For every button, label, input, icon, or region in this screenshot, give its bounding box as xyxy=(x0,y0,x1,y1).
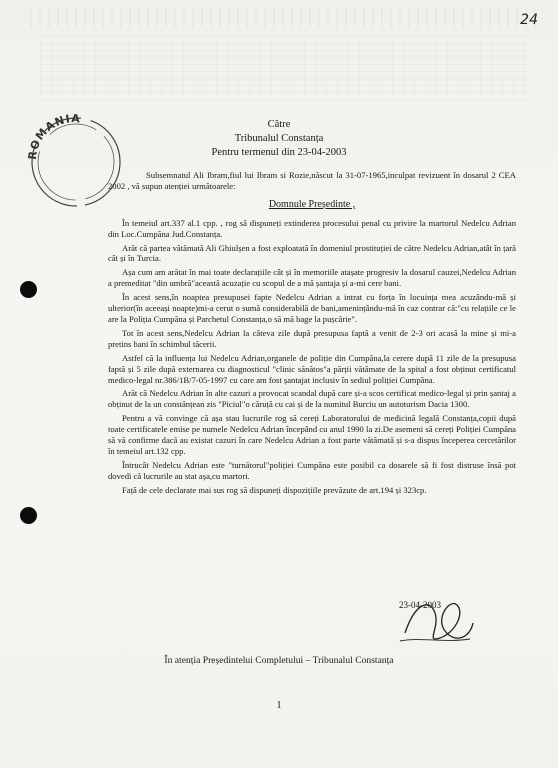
paragraph: Arăt că Nedelcu Adrian în alte cazuri a provocat scandal după care și-a scos certificat medico-legal și prin șantaj a obținut de la un constănțean zis "Piciul"o căruță cu cai și de la numitul Burciu un autoturism Dacia 1300. xyxy=(108,388,516,410)
header-line-term: Pentru termenul din 23-04-2003 xyxy=(211,147,347,158)
paragraph: În acest sens,în noaptea presupusei fapte Nedelcu Adrian a intrat cu forța în locuința mea acuzându-mă și ulterior(în aceeași noapte)mi-a cerut o sumă considerabilă de bani,amenințându-mă în caz contrar că:"cu relațiile ce le are la Poliția Cumpăna și Parchetul Constanța,o să mă bage la pușcărie". xyxy=(108,292,516,324)
letter-body xyxy=(108,170,516,499)
paragraph: În temeiul art.337 al.1 cpp. , rog să dispuneți extinderea procesului penal cu privire la martorul Nedelcu Adrian din Loc.Cumpăna Jud.Constanța. xyxy=(108,217,516,239)
scan-noise-top xyxy=(30,8,538,28)
punch-hole xyxy=(20,281,37,298)
paragraph: Arăt că partea vătămată Ali Ghiulșen a fost exploatată în domeniul prostituției de către Nedelcu Adrian,atât în țară cât și în Turcia. xyxy=(108,242,516,264)
paragraph: Astfel că la influența lui Nedelcu Adrian,organele de poliție din Cumpăna,la cerere după 11 zile de la presupusa faptă și 5 zile după externarea cu diagnosticul "clinic sănătos"a părții vătămate de la spital a fost obținut certificatul medico-legal nr.386/1B/7-05-1997 cu care am fost șantajat inclusiv în sediul poliției Cumpăna. xyxy=(108,352,516,385)
address-header xyxy=(0,118,558,160)
greeting xyxy=(108,200,516,211)
signature-icon xyxy=(395,593,475,648)
intro-paragraph: Subsemnatul Ali Ibram,fiul lui Ibram si Rozie,născut la 31-07-1965,inculpat revizuent în dosarul 2 CEA 2002 , vă supun atenției următoarele: xyxy=(108,170,516,191)
punch-hole xyxy=(20,507,37,524)
handwritten-page-number: 24 xyxy=(520,12,538,28)
greeting-text: Domnule Președinte , xyxy=(268,198,356,210)
stamp-text: ROMANIA xyxy=(25,111,82,161)
paragraph: Întrucât Nedelcu Adrian este "turnătorul"poliției Cumpăna este posibil ca dosarele să fi fost distruse însă pot dovedi că lucrurile au stat așa,cu martori. xyxy=(108,459,516,481)
paragraph: Așa cum am arătat în mai toate declarațiile cât și în memoriile atașate progresiv la dosarul cauzei,Nedelcu Adrian a premeditat "din umbră"această acuzație cu scopul de a mă șantaja și a-mi cere bani. xyxy=(108,267,516,289)
header-line-court: Tribunalul Constanța xyxy=(234,133,324,144)
paragraph: Pentru a vă convinge că așa stau lucrurile rog să cereți Laboratorului de medicină legală Constanța,copii după toate certificatele emise pe numele Nedelcu Adrian începând cu anul 1990 la zi.De asemeni să cereți Poliției Cumpăna să vă confirme dacă au existat cazuri în care Nedelcu Adrian a fost parte vătămată și s-a dispus începerea cercetărilor în temeiul art.132 cpp. xyxy=(108,413,516,456)
header-line-to: Către xyxy=(267,119,291,130)
scan-noise xyxy=(40,30,528,100)
footer-note: În atenția Președintelui Completului – Tribunalul Constanța xyxy=(164,655,394,666)
paragraph: Tot în acest sens,Nedelcu Adrian la câteva zile după presupusa faptă a venit de 2-3 ori acasă la mine și mi-a pretins bani în schimbul tăcerii. xyxy=(108,327,516,349)
signature-date: 23-04-2003 xyxy=(399,600,441,610)
paragraph: Față de cele declarate mai sus rog să dispuneți dispozițiile prevăzute de art.194 și 323cp. xyxy=(122,484,427,495)
page-number: 1 xyxy=(276,700,282,711)
